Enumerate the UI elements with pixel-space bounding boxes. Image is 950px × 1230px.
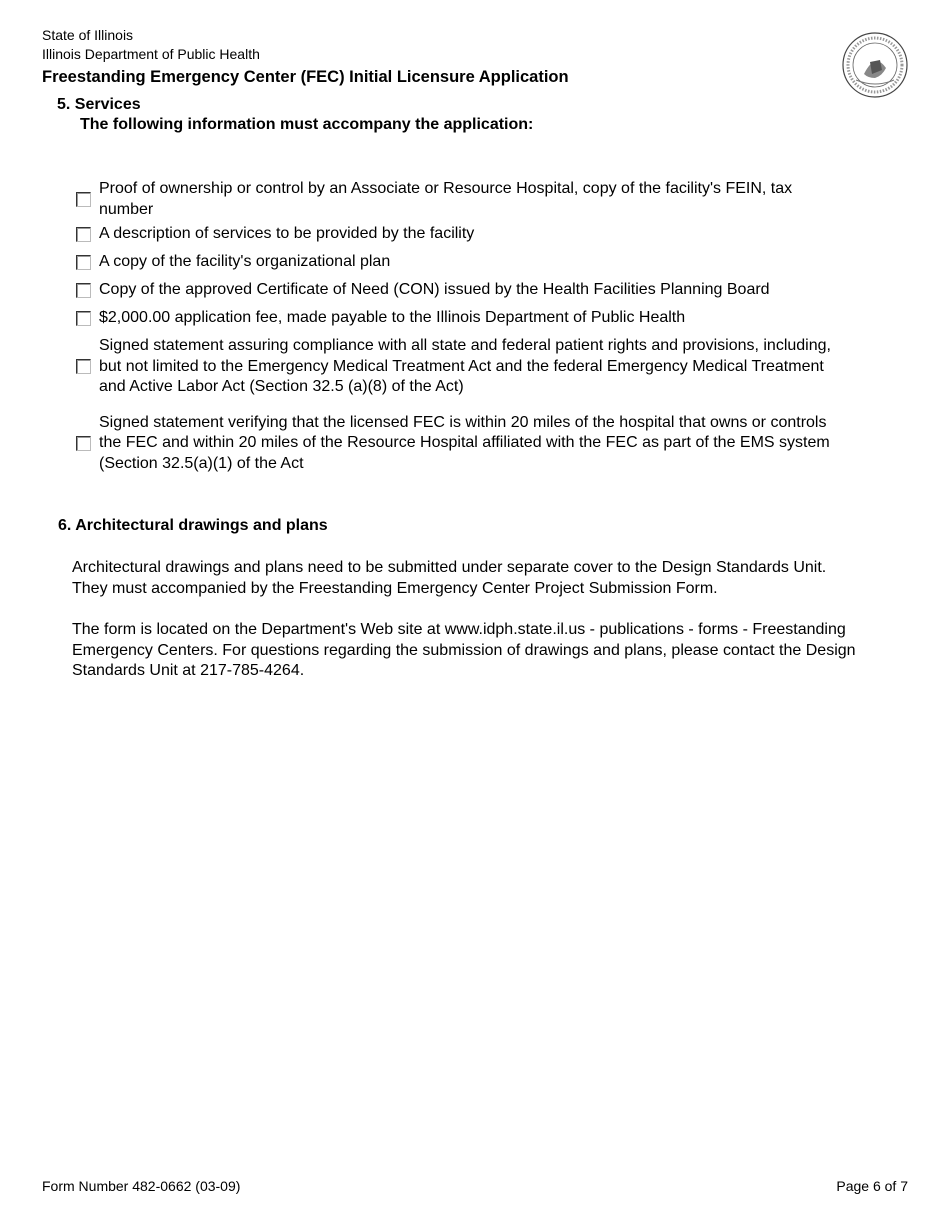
requirements-checklist [74, 179, 834, 482]
checkbox[interactable] [76, 192, 91, 207]
checkbox[interactable] [76, 255, 91, 270]
checklist-item [74, 179, 834, 220]
state-seal-logo [842, 32, 908, 98]
checklist-item [74, 308, 834, 329]
checklist-item-label: $2,000.00 application fee, made payable to the Illinois Department of Public Health [99, 309, 686, 326]
section-6-paragraph-1: Architectural drawings and plans need to be submitted under separate cover to the Design Standards Unit. They must accompanied by the Freestanding Emergency Center Project Submission Form. [72, 559, 827, 597]
checklist-item [74, 224, 834, 245]
checklist-item-label: Copy of the approved Certificate of Need (CON) issued by the Health Facilities Planning Board [99, 281, 770, 298]
checklist-item-label: A copy of the facility's organizational plan [99, 253, 391, 270]
checklist-item [74, 280, 834, 301]
form-number: Form Number 482-0662 (03-09) [42, 1178, 241, 1194]
checklist-item-label: A description of services to be provided by the facility [99, 225, 475, 242]
checkbox[interactable] [76, 436, 91, 451]
section-5-heading: 5. Services [57, 96, 141, 113]
checklist-item [74, 413, 834, 475]
page-number: Page 6 of 7 [836, 1178, 908, 1194]
checklist-item [74, 336, 834, 398]
checklist-item-label: Signed statement assuring compliance with all state and federal patient rights and provisions, including, but not limited to the Emergency Medical Treatment Act and the federal Emergency Medical Treatment and Active Labor Act (Section 32.5 (a)(8) of the Act) [99, 337, 831, 395]
section-5-subheading: The following information must accompany the application: [80, 116, 534, 133]
checkbox[interactable] [76, 283, 91, 298]
checklist-item-label: Proof of ownership or control by an Associate or Resource Hospital, copy of the facility's FEIN, tax number [99, 180, 793, 218]
section-6-paragraph-2: The form is located on the Department's Web site at www.idph.state.il.us - publications - forms - Freestanding Emergency Centers. For questions regarding the submission of drawings and plans, please contact the Design Standards Unit at 217-785-4264. [72, 621, 856, 679]
checkbox[interactable] [76, 311, 91, 326]
section-6-heading: 6. Architectural drawings and plans [58, 517, 328, 534]
page-title: Freestanding Emergency Center (FEC) Initial Licensure Application [42, 68, 569, 86]
checklist-item [74, 252, 834, 273]
checkbox[interactable] [76, 359, 91, 374]
department-name: Illinois Department of Public Health [42, 46, 260, 62]
state-name: State of Illinois [42, 27, 134, 43]
checkbox[interactable] [76, 227, 91, 242]
checklist-item-label: Signed statement verifying that the licensed FEC is within 20 miles of the hospital that owns or controls the FEC and within 20 miles of the Resource Hospital affiliated with the FEC as part of the EMS system (Section 32.5(a)(1) of the Act [99, 413, 830, 472]
